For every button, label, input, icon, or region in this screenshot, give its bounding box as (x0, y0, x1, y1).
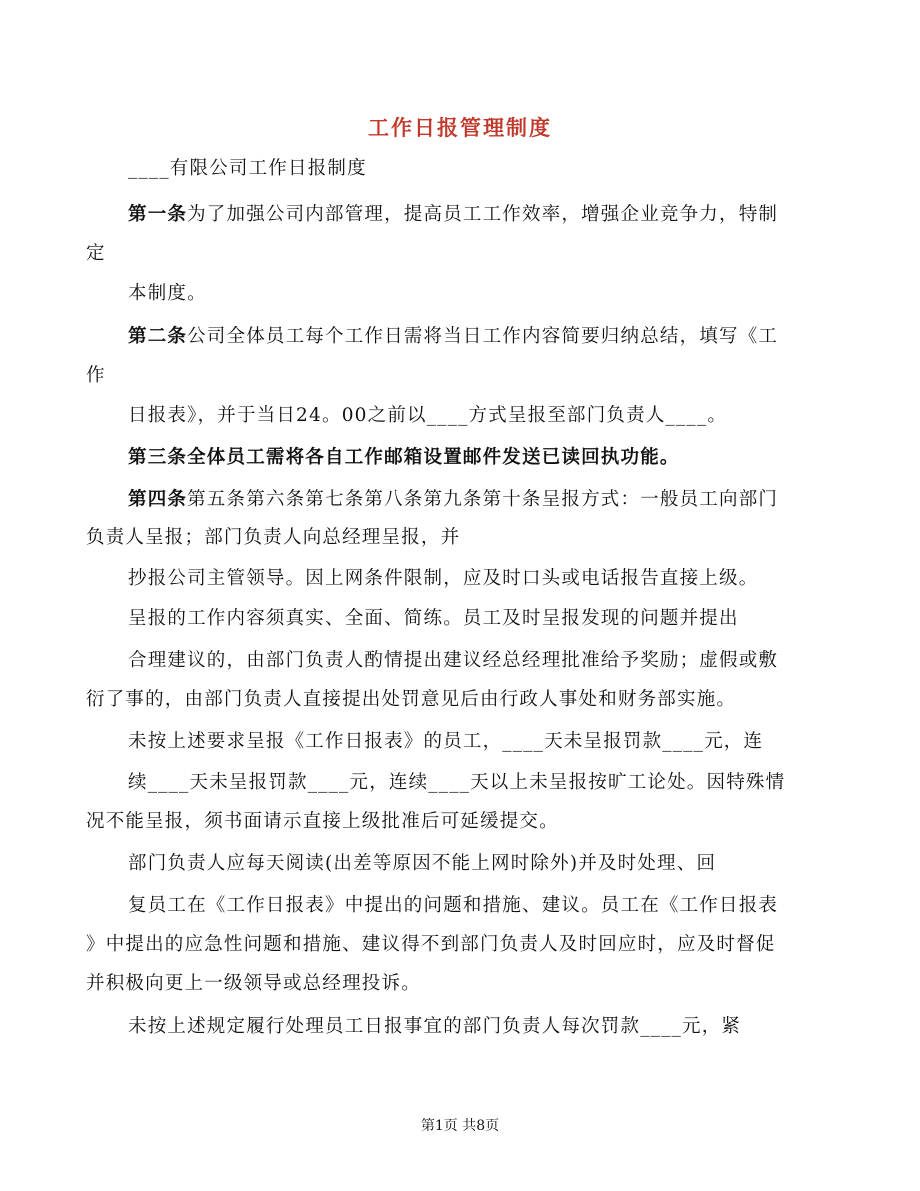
paragraph-line: 未按上述要求呈报《工作日报表》的员工，____天未呈报罚款____元，连 (128, 731, 764, 752)
paragraph-line: 》中提出的应急性问题和措施、建议得不到部门负责人及时回应时，应及时督促 (86, 934, 776, 955)
article-3-line: 第三条全体员工需将各自工作邮箱设置邮件发送已读回执功能。 (128, 447, 680, 468)
paragraph-line: 衍了事的，由部门负责人直接提出处罚意见后由行政人事处和财务部实施。 (86, 689, 737, 710)
article-1-line (128, 202, 778, 228)
page-number: 第1页 共8页 (420, 1118, 500, 1134)
company-name-line: ____有限公司工作日报制度 (128, 158, 367, 179)
paragraph-line: 作 (86, 365, 106, 386)
paragraph-line: 未按上述规定履行处理员工日报事宜的部门负责人每次罚款____元，紧 (128, 1016, 742, 1037)
article-2-line (128, 324, 778, 350)
article-4-text: 第五条第六条第七条第八条第九条第十条呈报方式：一般员工向部门 (187, 489, 779, 510)
paragraph-line: 日报表》，并于当日24。00之前以____方式呈报至部门负责人____。 (128, 405, 728, 426)
article-2-heading: 第二条 (128, 326, 188, 347)
paragraph-line: 复员工在《工作日报表》中提出的问题和措施、建议。员工在《工作日报表 (128, 895, 779, 916)
paragraph-line: 定 (86, 243, 106, 264)
article-4-line (128, 487, 778, 513)
article-1-heading: 第一条 (128, 204, 188, 225)
paragraph-line: 续____天未呈报罚款____元，连续____天以上未呈报按旷工论处。因特殊情 (128, 772, 786, 793)
paragraph-line: 抄报公司主管领导。因上网条件限制，应及时口头或电话报告直接上级。 (128, 568, 759, 589)
document-title: 工作日报管理制度 (368, 115, 552, 140)
paragraph-line: 呈报的工作内容须真实、全面、简练。员工及时呈报发现的问题并提出 (128, 608, 739, 629)
article-4-heading: 第四条 (128, 489, 188, 510)
paragraph-line: 合理建议的，由部门负责人酌情提出建议经总经理批准给予奖励；虚假或敷 (128, 650, 779, 671)
paragraph-line: 况不能呈报，须书面请示直接上级批准后可延缓提交。 (86, 811, 559, 832)
article-2-text: 公司全体员工每个工作日需将当日工作内容简要归纳总结，填写《工 (187, 326, 779, 347)
paragraph-line: 部门负责人应每天阅读(出差等原因不能上网时除外)并及时处理、回 (128, 853, 717, 874)
paragraph-line: 并积极向更上一级领导或总经理投诉。 (86, 973, 421, 994)
article-1-text: 为了加强公司内部管理，提高员工工作效率，增强企业竞争力，特制 (187, 204, 779, 225)
paragraph-line: 本制度。 (128, 283, 207, 304)
paragraph-line: 负责人呈报；部门负责人向总经理呈报，并 (86, 527, 461, 548)
